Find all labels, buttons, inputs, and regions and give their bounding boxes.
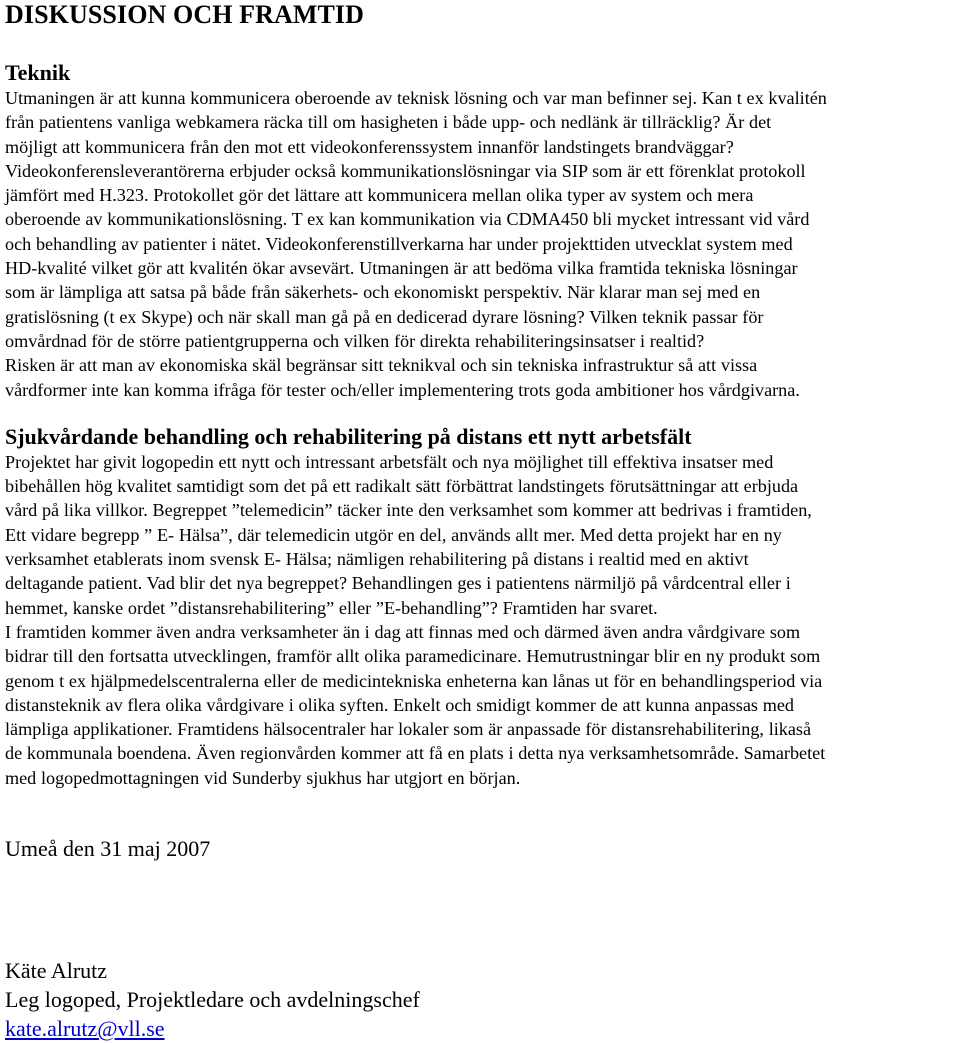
text-line: vård på lika villkor. Begreppet ”telemedicin” täcker inte den verksamhet som kommer att bedrivas i framtiden,	[5, 500, 812, 521]
text-line: som är lämpliga att satsa på både från säkerhets- och ekonomiskt perspektiv. När klarar man sej med en	[5, 282, 761, 303]
section-distans-body	[5, 450, 957, 790]
text-line: möjligt att kommunicera från den mot ett videokonferenssystem innanför landstingets brandväggar?	[5, 136, 734, 157]
text-line: och behandling av patienter i nätet. Videokonferenstillverkarna har under projekttiden utvecklat system med	[5, 233, 793, 254]
section-heading-distans: Sjukvårdande behandling och rehabilitering på distans ett nytt arbetsfält	[5, 423, 692, 449]
section-heading-teknik: Teknik	[5, 60, 71, 85]
text-line: Videokonferensleverantörerna erbjuder också kommunikationslösningar via SIP som är ett förenklat protokoll	[5, 160, 806, 181]
text-line: hemmet, kanske ordet ”distansrehabilitering” eller ”E-behandling”? Framtiden har svaret.	[5, 597, 658, 618]
signature-role: Leg logoped, Projektledare och avdelningschef	[5, 987, 420, 1013]
text-line: I framtiden kommer även andra verksamheter än i dag att finnas med och därmed även andra vårdgivare som	[5, 621, 801, 642]
text-line: de kommunala boendena. Även regionvården kommer att få en plats i detta nya verksamhetsområde. Samarbetet	[5, 743, 826, 764]
section-teknik-body	[5, 86, 957, 402]
text-line: jämfört med H.323. Protokollet gör det lättare att kommunicera mellan olika typer av system och mera	[5, 185, 754, 206]
text-line: bidrar till den fortsatta utvecklingen, framför allt olika paramedicinare. Hemutrustningar blir en ny produkt som	[5, 646, 821, 667]
text-line: Risken är att man av ekonomiska skäl begränsar sitt teknikval och sin tekniska infrastruktur så att vissa	[5, 355, 758, 376]
text-line: Ett vidare begrepp ” E- Hälsa”, där telemedicin utgör en del, används allt mer. Med detta projekt har en ny	[5, 524, 782, 545]
text-line: Utmaningen är att kunna kommunicera oberoende av teknisk lösning och var man befinner sej. Kan t ex kvalitén	[5, 88, 827, 108]
text-line: gratislösning (t ex Skype) och när skall man gå på en dedicerad dyrare lösning? Vilken teknik passar för	[5, 306, 764, 327]
text-line: distansteknik av flera olika vårdgivare i olika syften. Enkelt och smidigt kommer de att kunna anpassas med	[5, 694, 794, 715]
text-line: vårdformer inte kan komma ifråga för tester och/eller implementering trots goda ambitioner hos vårdgivarna.	[5, 379, 800, 400]
text-line: med logopedmottagningen vid Sunderby sjukhus har utgjort en början.	[5, 767, 521, 788]
text-line: från patientens vanliga webkamera räcka till om hasigheten i både upp- och nedlänk är tillräcklig? Är det	[5, 112, 772, 133]
text-line: bibehållen hög kvalitet samtidigt som det på ett radikalt sätt förbättrat landstingets förutsättningar att erbjuda	[5, 476, 799, 497]
document-date: Umeå den 31 maj 2007	[5, 836, 211, 862]
text-line: genom t ex hjälpmedelscentralerna eller de medicintekniska enheterna kan lånas ut för en behandlingsperiod via	[5, 670, 823, 691]
document-page	[5, 0, 957, 1043]
text-line: HD-kvalité vilket gör att kvalitén ökar avsevärt. Utmaningen är att bedöma vilka framtida tekniska lösningar	[5, 258, 798, 279]
text-line: oberoende av kommunikationslösning. T ex kan kommunikation via CDMA450 bli mycket intressant vid vård	[5, 209, 810, 230]
page-title: DISKUSSION OCH FRAMTID	[5, 0, 365, 29]
text-line: Projektet har givit logopedin ett nytt och intressant arbetsfält och nya möjlighet till effektiva insatser med	[5, 451, 774, 472]
signature-name: Käte Alrutz	[5, 958, 108, 984]
signature-block	[5, 956, 957, 1043]
text-line: omvårdnad för de större patientgrupperna och vilken för direkta rehabiliteringsinsatser i realtid?	[5, 330, 705, 351]
text-line: lämpliga applikationer. Framtidens hälsocentraler har lokaler som är anpassade för distansrehabilitering, likaså	[5, 719, 812, 740]
email-link[interactable]: kate.alrutz@vll.se	[5, 1016, 165, 1042]
text-line: deltagande patient. Vad blir det nya begreppet? Behandlingen ges i patientens närmiljö på vårdcentral eller i	[5, 573, 791, 594]
text-line: verksamhet etablerats inom svensk E- Hälsa; nämligen rehabilitering på distans i realtid med en aktivt	[5, 549, 749, 570]
